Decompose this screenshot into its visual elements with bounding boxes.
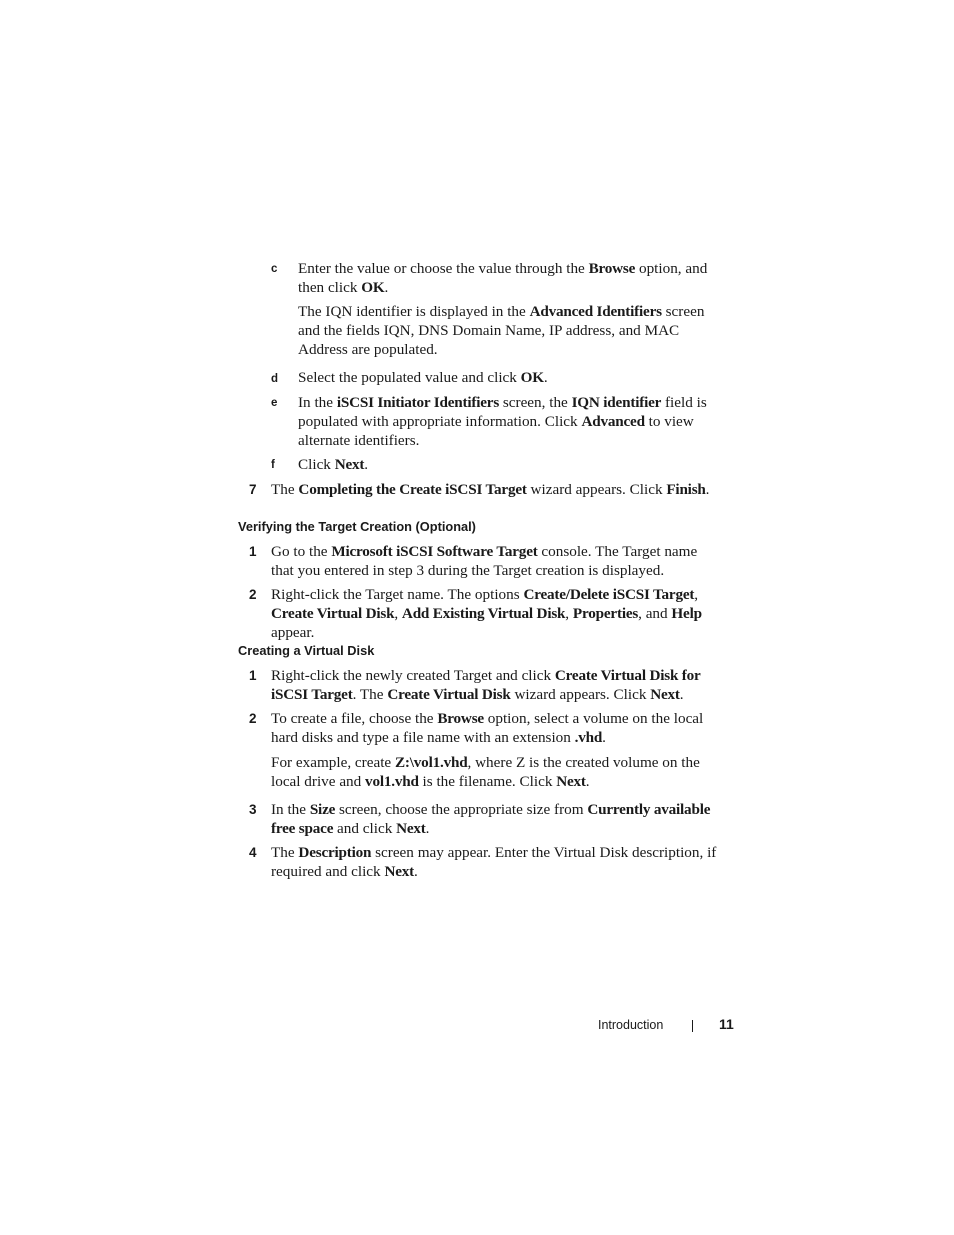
text-run: , bbox=[565, 605, 573, 622]
bold-term: Next bbox=[650, 686, 680, 703]
text-run: and click bbox=[333, 820, 397, 837]
bold-term: Browse bbox=[437, 710, 484, 727]
bold-term: Microsoft iSCSI Software Target bbox=[331, 543, 538, 560]
text-run: Enter the value or choose the value through the bbox=[298, 260, 589, 277]
bold-term: Advanced bbox=[581, 413, 645, 430]
text-run: . bbox=[425, 820, 430, 837]
bold-term: Properties bbox=[572, 605, 639, 622]
vdisk-step-2-label: 2 bbox=[249, 711, 257, 726]
text-run: screen may appear. Enter the Virtual Disk description, if required and click bbox=[271, 844, 717, 880]
text-run: . bbox=[543, 369, 548, 386]
bold-term: Finish bbox=[666, 481, 706, 498]
vdisk-step-3-text bbox=[271, 800, 731, 838]
text-run: option, select a volume on the local hard disks and type a file name with an extension bbox=[271, 710, 704, 746]
bold-term: Currently available free space bbox=[271, 801, 711, 837]
step-c-text bbox=[298, 259, 730, 297]
bold-term: Description bbox=[298, 844, 372, 861]
text-run: Right-click the newly created Target and click bbox=[271, 667, 555, 684]
vdisk-step-4-label: 4 bbox=[249, 845, 257, 860]
text-run: For example, create bbox=[271, 754, 395, 771]
step-e-label: e bbox=[271, 397, 278, 409]
bold-term: IQN identifier bbox=[571, 394, 662, 411]
vdisk-step-3-label: 3 bbox=[249, 802, 257, 817]
text-run: is the filename. Click bbox=[418, 773, 557, 790]
vdisk-step-2-text bbox=[271, 709, 723, 747]
step-c-label: c bbox=[271, 263, 278, 275]
bold-term: OK bbox=[520, 369, 544, 386]
bold-term: Next bbox=[334, 456, 365, 473]
bold-term: OK bbox=[361, 279, 385, 296]
verify-step-1-label: 1 bbox=[249, 544, 257, 559]
step-d-text bbox=[298, 368, 730, 387]
text-run: To create a file, choose the bbox=[271, 710, 438, 727]
verify-step-1-text bbox=[271, 542, 719, 580]
text-run: Click bbox=[298, 456, 335, 473]
bold-term: iSCSI Initiator Identifiers bbox=[336, 394, 500, 411]
text-run: The bbox=[271, 844, 299, 861]
text-run: appear. bbox=[271, 624, 315, 641]
bold-term: Size bbox=[309, 801, 336, 818]
text-run: The bbox=[271, 481, 299, 498]
vdisk-step-1-text bbox=[271, 666, 716, 704]
text-run: field is populated with appropriate information. Click bbox=[298, 394, 707, 430]
page-number: 11 bbox=[719, 1016, 734, 1032]
section-heading-verify: Verifying the Target Creation (Optional) bbox=[238, 519, 476, 534]
text-run: option, and then click bbox=[298, 260, 708, 296]
footer-section-title: Introduction bbox=[598, 1018, 664, 1032]
step-c-note bbox=[298, 302, 723, 359]
text-run: screen and the fields IQN, DNS Domain Name, IP address, and MAC Address are populated. bbox=[298, 303, 705, 358]
bold-term: Advanced Identifiers bbox=[529, 303, 662, 320]
vdisk-step-2-example bbox=[271, 753, 721, 791]
text-run: . bbox=[384, 279, 389, 296]
text-run: screen, the bbox=[499, 394, 572, 411]
vdisk-step-1-label: 1 bbox=[249, 668, 257, 683]
step-f-label: f bbox=[271, 459, 275, 471]
text-run: , bbox=[694, 586, 699, 603]
bold-term: .vhd bbox=[574, 729, 603, 746]
text-run: . The bbox=[352, 686, 388, 703]
step-7-label: 7 bbox=[249, 482, 257, 497]
text-run: , where Z is the created volume on the local drive and bbox=[271, 754, 700, 790]
text-run: , bbox=[394, 605, 402, 622]
bold-term: Browse bbox=[588, 260, 636, 277]
step-d-label: d bbox=[271, 373, 279, 385]
text-run: , and bbox=[638, 605, 672, 622]
footer-separator bbox=[692, 1020, 693, 1032]
bold-term: vol1.vhd bbox=[365, 773, 419, 790]
text-run: . bbox=[705, 481, 710, 498]
text-run: Select the populated value and click bbox=[298, 369, 521, 386]
bold-term: Next bbox=[384, 863, 414, 880]
bold-term: Z:\vol1.vhd bbox=[394, 754, 468, 771]
text-run: Right-click the Target name. The options bbox=[271, 586, 524, 603]
bold-term: Completing the Create iSCSI Target bbox=[298, 481, 527, 498]
vdisk-step-4-text bbox=[271, 843, 737, 881]
verify-step-2-label: 2 bbox=[249, 587, 257, 602]
bold-term: Help bbox=[671, 605, 702, 622]
bold-term: Next bbox=[396, 820, 426, 837]
text-run: . bbox=[602, 729, 606, 746]
bold-term: Next bbox=[556, 773, 586, 790]
text-run: Go to the bbox=[271, 543, 332, 560]
bold-term: Create/Delete iSCSI Target bbox=[523, 586, 695, 603]
bold-term: Create Virtual Disk bbox=[387, 686, 511, 703]
text-run: to view alternate identifiers. bbox=[298, 413, 694, 449]
bold-term: Create Virtual Disk for iSCSI Target bbox=[271, 667, 701, 703]
bold-term: Add Existing Virtual Disk bbox=[401, 605, 566, 622]
verify-step-2-text bbox=[271, 585, 741, 642]
step-e-text bbox=[298, 393, 730, 450]
text-run: . bbox=[679, 686, 684, 703]
text-run: wizard appears. Click bbox=[510, 686, 651, 703]
text-run: screen, choose the appropriate size from bbox=[335, 801, 588, 818]
text-run: console. The Target name that you entered in step 3 during the Target creation is displayed. bbox=[271, 543, 698, 579]
text-run: . bbox=[585, 773, 590, 790]
step-7-text bbox=[271, 480, 733, 499]
step-f-text bbox=[298, 455, 730, 474]
text-run: wizard appears. Click bbox=[526, 481, 667, 498]
text-run: The IQN identifier is displayed in the bbox=[298, 303, 530, 320]
bold-term: Create Virtual Disk bbox=[271, 605, 395, 622]
text-run: In the bbox=[271, 801, 310, 818]
text-run: . bbox=[414, 863, 418, 880]
section-heading-vdisk: Creating a Virtual Disk bbox=[238, 643, 375, 658]
text-run: . bbox=[364, 456, 369, 473]
text-run: In the bbox=[298, 394, 337, 411]
